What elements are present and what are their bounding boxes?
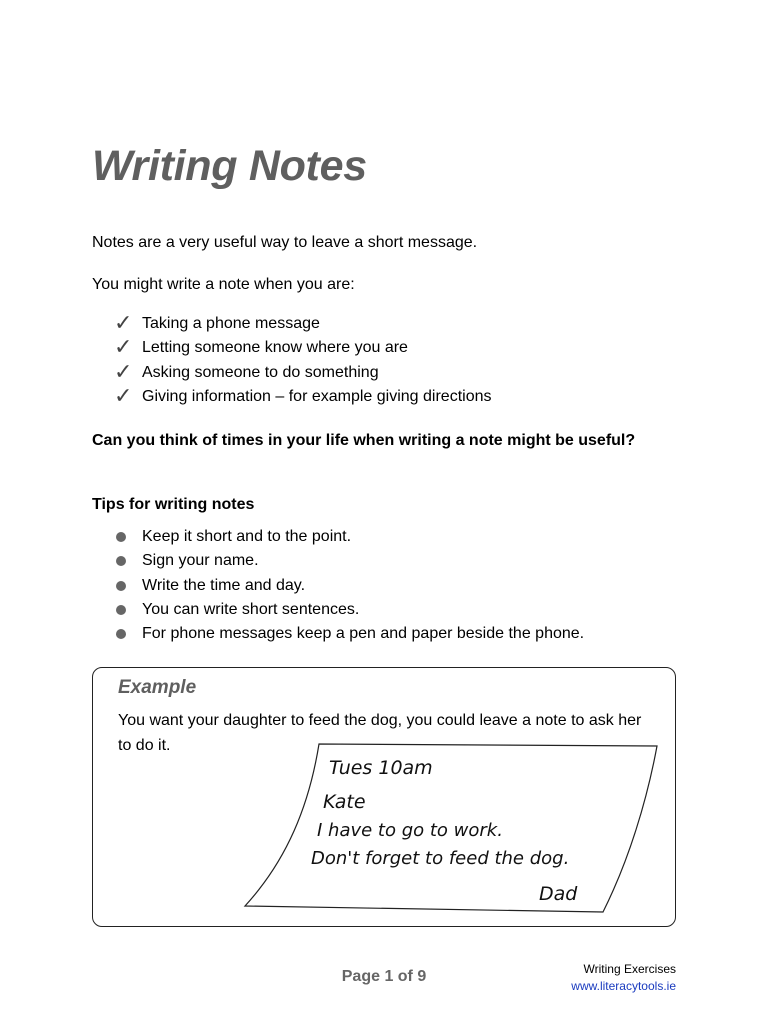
question-text: Can you think of times in your life when writing a note might be useful?	[92, 432, 636, 449]
list-item	[116, 525, 584, 549]
list-item-label: Asking someone to do something	[142, 363, 379, 381]
handwritten-note	[243, 740, 663, 916]
note-signature: Dad	[539, 883, 578, 905]
lead-text: You might write a note when you are:	[92, 276, 355, 293]
bullet-icon	[116, 605, 126, 615]
list-item-label: You can write short sentences.	[142, 601, 360, 619]
list-item	[114, 336, 492, 360]
page-number: Page 1 of 9	[341, 968, 427, 985]
list-item	[116, 622, 584, 646]
checklist	[114, 312, 492, 409]
series-name: Writing Exercises	[583, 962, 676, 976]
site-link[interactable]: www.literacytools.ie	[571, 979, 676, 993]
list-item	[116, 598, 584, 622]
bullet-icon	[116, 629, 126, 639]
example-box	[92, 667, 676, 927]
note-line-1: I have to go to work.	[317, 820, 503, 841]
note-time: Tues 10am	[329, 757, 433, 779]
list-item-label: Keep it short and to the point.	[142, 528, 352, 546]
bullet-icon	[116, 581, 126, 591]
list-item	[116, 574, 584, 598]
note-recipient: Kate	[323, 791, 366, 813]
page-title: Writing Notes	[92, 142, 367, 190]
example-text: You want your daughter to feed the dog, you could leave a note to ask her to do it.	[118, 712, 642, 754]
list-item-label: Giving information – for example giving directions	[142, 388, 492, 406]
list-item	[116, 549, 584, 573]
list-item-label: Write the time and day.	[142, 576, 306, 594]
checkmark-icon: ✓	[114, 311, 133, 337]
list-item	[114, 312, 492, 336]
intro-text: Notes are a very useful way to leave a short message.	[92, 234, 478, 251]
bullet-icon	[116, 556, 126, 566]
tips-list	[116, 525, 584, 646]
note-line-2: Don't forget to feed the dog.	[311, 848, 570, 869]
checkmark-icon: ✓	[114, 335, 133, 361]
list-item	[114, 361, 492, 385]
list-item	[114, 385, 492, 409]
bullet-icon	[116, 532, 126, 542]
list-item-label: Letting someone know where you are	[142, 339, 408, 357]
example-label: Example	[118, 677, 197, 698]
list-item-label: For phone messages keep a pen and paper beside the phone.	[142, 625, 585, 643]
list-item-label: Sign your name.	[142, 552, 259, 570]
list-item-label: Taking a phone message	[142, 315, 320, 333]
checkmark-icon: ✓	[114, 384, 133, 410]
tips-heading: Tips for writing notes	[92, 496, 255, 513]
footer-credits	[571, 961, 676, 995]
checkmark-icon: ✓	[114, 359, 133, 385]
